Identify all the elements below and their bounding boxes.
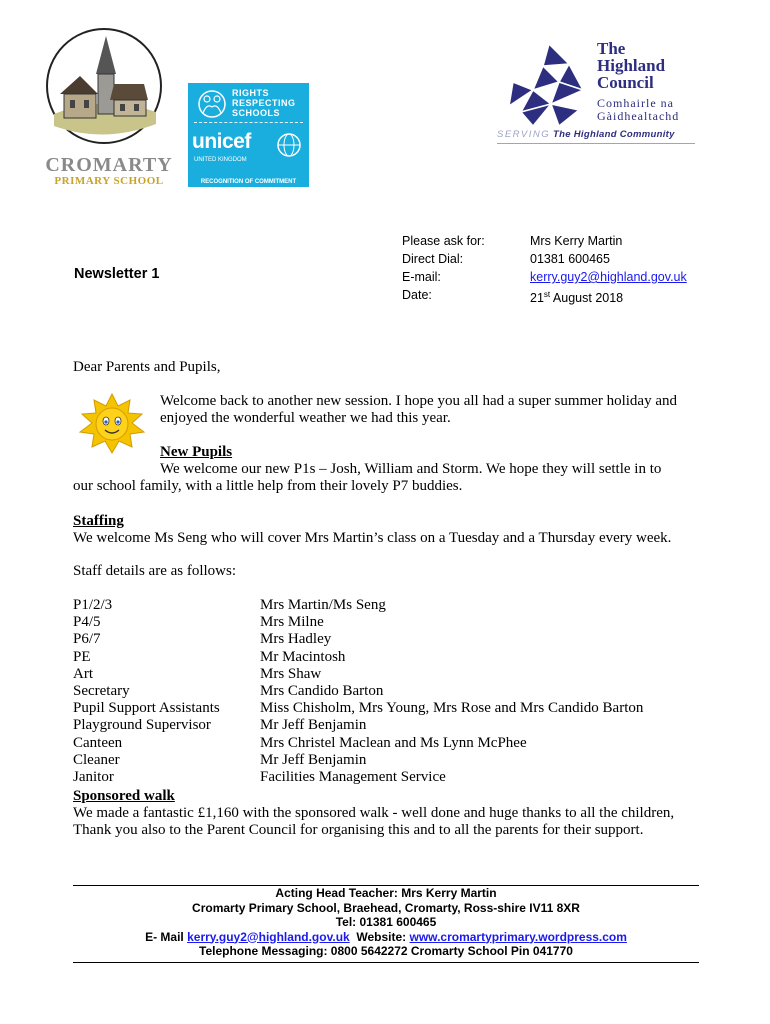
contact-row <box>402 232 687 250</box>
staff-role: P1/2/3 <box>73 597 113 613</box>
contact-row <box>402 286 687 304</box>
council-tagline <box>497 129 675 140</box>
welcome-paragraph <box>160 393 705 427</box>
school-name: CROMARTY <box>45 154 173 176</box>
staff-role: P4/5 <box>73 614 101 631</box>
staff-row <box>73 614 643 631</box>
dial-label: Direct Dial: <box>402 252 464 266</box>
contact-row <box>402 250 687 268</box>
unicef-globe-icon <box>276 132 302 158</box>
staff-role: Playground Supervisor <box>73 717 211 734</box>
staff-name: Mrs Milne <box>260 614 324 631</box>
staff-row <box>73 631 643 648</box>
date-value <box>530 286 623 304</box>
staff-row <box>73 597 643 614</box>
staff-name: Mrs Candido Barton <box>260 682 384 699</box>
sponsored-line-2: Thank you also to the Parent Council for organising this and to all the parents for their support. <box>73 822 644 838</box>
staff-row <box>73 700 643 717</box>
ask-label: Please ask for: <box>402 234 485 248</box>
staff-role: Secretary <box>73 682 130 699</box>
footer-tel: Tel: 01381 600465 <box>335 915 437 929</box>
staff-role: PE <box>73 648 91 665</box>
staff-role: Canteen <box>73 734 123 751</box>
staff-role: Janitor <box>73 768 114 785</box>
rrs-line-1: RIGHTS <box>232 88 270 98</box>
footer-contact-line <box>73 930 699 945</box>
footer-messaging: Telephone Messaging: 0800 5642272 Cromarty School Pin 041770 <box>199 944 573 958</box>
date-label: Date: <box>402 288 432 302</box>
unicef-rights-respecting-logo <box>188 83 309 184</box>
divider <box>194 122 303 123</box>
staff-role: Pupil Support Assistants <box>73 700 220 717</box>
staff-name: Facilities Management Service <box>260 768 446 785</box>
council-title-line-1: The <box>597 39 626 58</box>
contact-block <box>402 232 687 304</box>
staff-role: Cleaner <box>73 751 120 768</box>
footer-address: Cromarty Primary School, Braehead, Cromarty, Ross-shire IV11 8XR <box>192 900 580 915</box>
unicef-country: UNITED KINGDOM <box>194 157 247 163</box>
staff-table <box>73 597 643 786</box>
staff-row <box>73 649 643 666</box>
rights-children-icon <box>196 89 228 119</box>
footer-website-label: Website: <box>349 929 410 944</box>
sun-smiley-icon <box>74 392 150 456</box>
staff-name: Mrs Shaw <box>260 665 322 682</box>
staff-row <box>73 735 643 752</box>
date-day: 21 <box>530 291 544 306</box>
new-pupils-heading: New Pupils <box>160 444 233 460</box>
staff-name: Miss Chisholm, Mrs Young, Mrs Rose and Mrs Candido Barton <box>260 700 644 717</box>
council-rule <box>497 143 695 144</box>
gaelic-line-1: Comhairle na <box>597 96 674 110</box>
footer-website-link[interactable]: www.cromartyprimary.wordpress.com <box>409 929 627 944</box>
email-label: E-mail: <box>402 270 441 284</box>
ask-value: Mrs Kerry Martin <box>530 234 623 248</box>
footer-head-teacher: Acting Head Teacher: Mrs Kerry Martin <box>275 886 497 900</box>
sponsored-line-1: We made a fantastic £1,160 with the sponsored walk - well done and huge thanks to all the children, <box>73 805 675 821</box>
tagline-serving: SERVING <box>497 129 551 140</box>
tagline-community: The Highland Community <box>553 129 675 140</box>
welcome-line-1: Welcome back to another new session. I hope you all had a super summer holiday and <box>160 393 677 409</box>
dial-value: 01381 600465 <box>530 252 610 266</box>
new-pupils-line-2: our school family, with a little help from their lovely P7 buddies. <box>73 478 463 494</box>
staff-role: P6/7 <box>73 631 101 648</box>
council-title-line-2: Highland <box>597 56 666 75</box>
salutation: Dear Parents and Pupils, <box>73 359 221 375</box>
staff-row <box>73 666 643 683</box>
date-rest: August 2018 <box>550 291 624 306</box>
footer-email-link[interactable]: kerry.guy2@highland.gov.uk <box>187 929 350 944</box>
council-title <box>597 40 665 91</box>
staff-name: Mr Jeff Benjamin <box>260 717 367 734</box>
staff-intro: Staff details are as follows: <box>73 563 237 579</box>
council-title-line-3: Council <box>597 73 654 92</box>
rrs-line-3: SCHOOLS <box>232 108 281 118</box>
email-link[interactable]: kerry.guy2@highland.gov.uk <box>530 270 687 284</box>
staff-row <box>73 683 643 700</box>
rrs-line-2: RESPECTING <box>232 98 296 108</box>
recognition-strip: RECOGNITION OF COMMITMENT <box>188 178 309 187</box>
unicef-brand: unicef <box>192 130 251 153</box>
sponsored-walk-heading: Sponsored walk <box>73 788 175 804</box>
staff-row <box>73 769 643 786</box>
school-subtitle: PRIMARY SCHOOL <box>54 175 164 187</box>
staffing-heading: Staffing <box>73 513 124 529</box>
staff-name: Mrs Christel Maclean and Ms Lynn McPhee <box>260 734 527 751</box>
staff-name: Mrs Martin/Ms Seng <box>260 597 386 613</box>
staff-name: Mrs Hadley <box>260 631 332 648</box>
date-suffix: st <box>543 290 551 299</box>
contact-row <box>402 268 687 286</box>
highland-council-triangle-icon <box>503 42 595 128</box>
gaelic-line-2: Gàidhealtachd <box>597 109 680 123</box>
welcome-line-2: enjoyed the wonderful weather we had this year. <box>160 410 451 426</box>
newsletter-title: Newsletter 1 <box>74 266 160 282</box>
footer <box>73 886 699 959</box>
staff-name: Mr Jeff Benjamin <box>260 751 367 768</box>
footer-rule-bottom <box>73 962 699 963</box>
footer-email-label: E- Mail <box>145 929 188 944</box>
staffing-text: We welcome Ms Seng who will cover Mrs Martin’s class on a Tuesday and a Thursday every week. <box>73 530 672 546</box>
council-gaelic-name <box>597 97 679 123</box>
staff-role: Art <box>73 665 93 682</box>
staff-row <box>73 717 643 734</box>
new-pupils-line-1: We welcome our new P1s – Josh, William and Storm. We hope they will settle in to <box>160 461 662 477</box>
staff-name: Mr Macintosh <box>260 648 346 665</box>
staff-row <box>73 752 643 769</box>
